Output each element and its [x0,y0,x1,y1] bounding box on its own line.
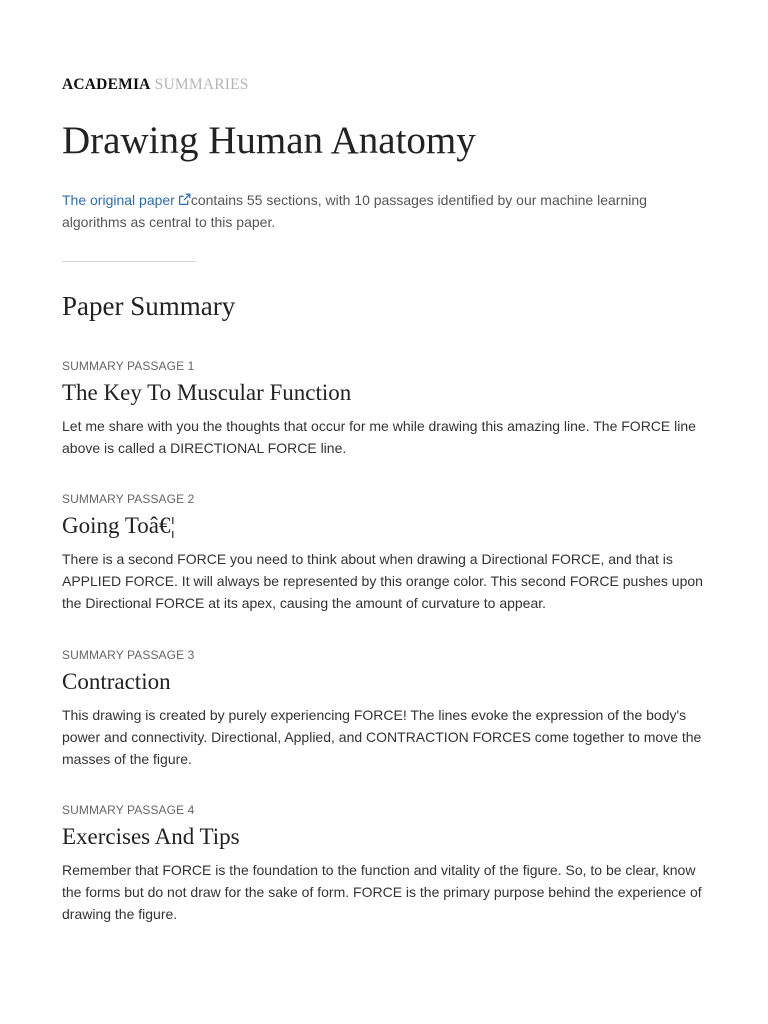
intro-text [62,189,702,233]
external-link-icon [178,193,191,206]
passage-label: SUMMARY PASSAGE 1 [62,359,195,373]
section-title: Paper Summary [62,291,236,321]
passage-label: SUMMARY PASSAGE 2 [62,492,195,506]
passage-heading: Going Toâ€¦ [62,513,176,538]
summary-passage [62,359,710,459]
brand-primary: ACADEMIA [62,76,151,93]
passage-heading: Contraction [62,669,171,694]
original-paper-link[interactable] [62,192,191,208]
passage-heading: Exercises And Tips [62,824,240,849]
passage-heading: The Key To Muscular Function [62,380,352,405]
summary-passage [62,492,710,614]
passage-body: There is a second FORCE you need to think about when drawing a Directional FORCE, and that is APPLIED FORCE. It will always be represented by this orange color. This second FORCE pushes upon the Directional FORCE at its apex, causing the amount of curvature to appear. [62,551,703,611]
passage-label: SUMMARY PASSAGE 4 [62,803,195,817]
passage-body: Let me share with you the thoughts that occur for me while drawing this amazing line. The FORCE line above is called a DIRECTIONAL FORCE line. [62,418,696,456]
passage-body: Remember that FORCE is the foundation to the function and vitality of the figure. So, to be clear, know the forms but do not draw for the sake of form. FORCE is the primary purpose behind the experience of drawing the figure. [62,862,702,922]
passage-label: SUMMARY PASSAGE 3 [62,648,195,662]
brand-secondary: SUMMARIES [154,76,249,93]
passage-body: This drawing is created by purely experiencing FORCE! The lines evoke the expression of the body's power and connectivity. Directional, Applied, and CONTRACTION FORCES come together to move the masses of the figure. [62,707,702,767]
intro-description: contains 55 sections, with 10 passages identified by our machine learning algorithms as central to this paper. [62,192,647,230]
original-paper-link-label: The original paper [62,192,175,208]
divider [62,261,196,262]
summary-passage [62,803,710,925]
brand-logo[interactable] [62,76,249,94]
summary-passage [62,648,710,770]
page-title: Drawing Human Anatomy [62,119,476,162]
